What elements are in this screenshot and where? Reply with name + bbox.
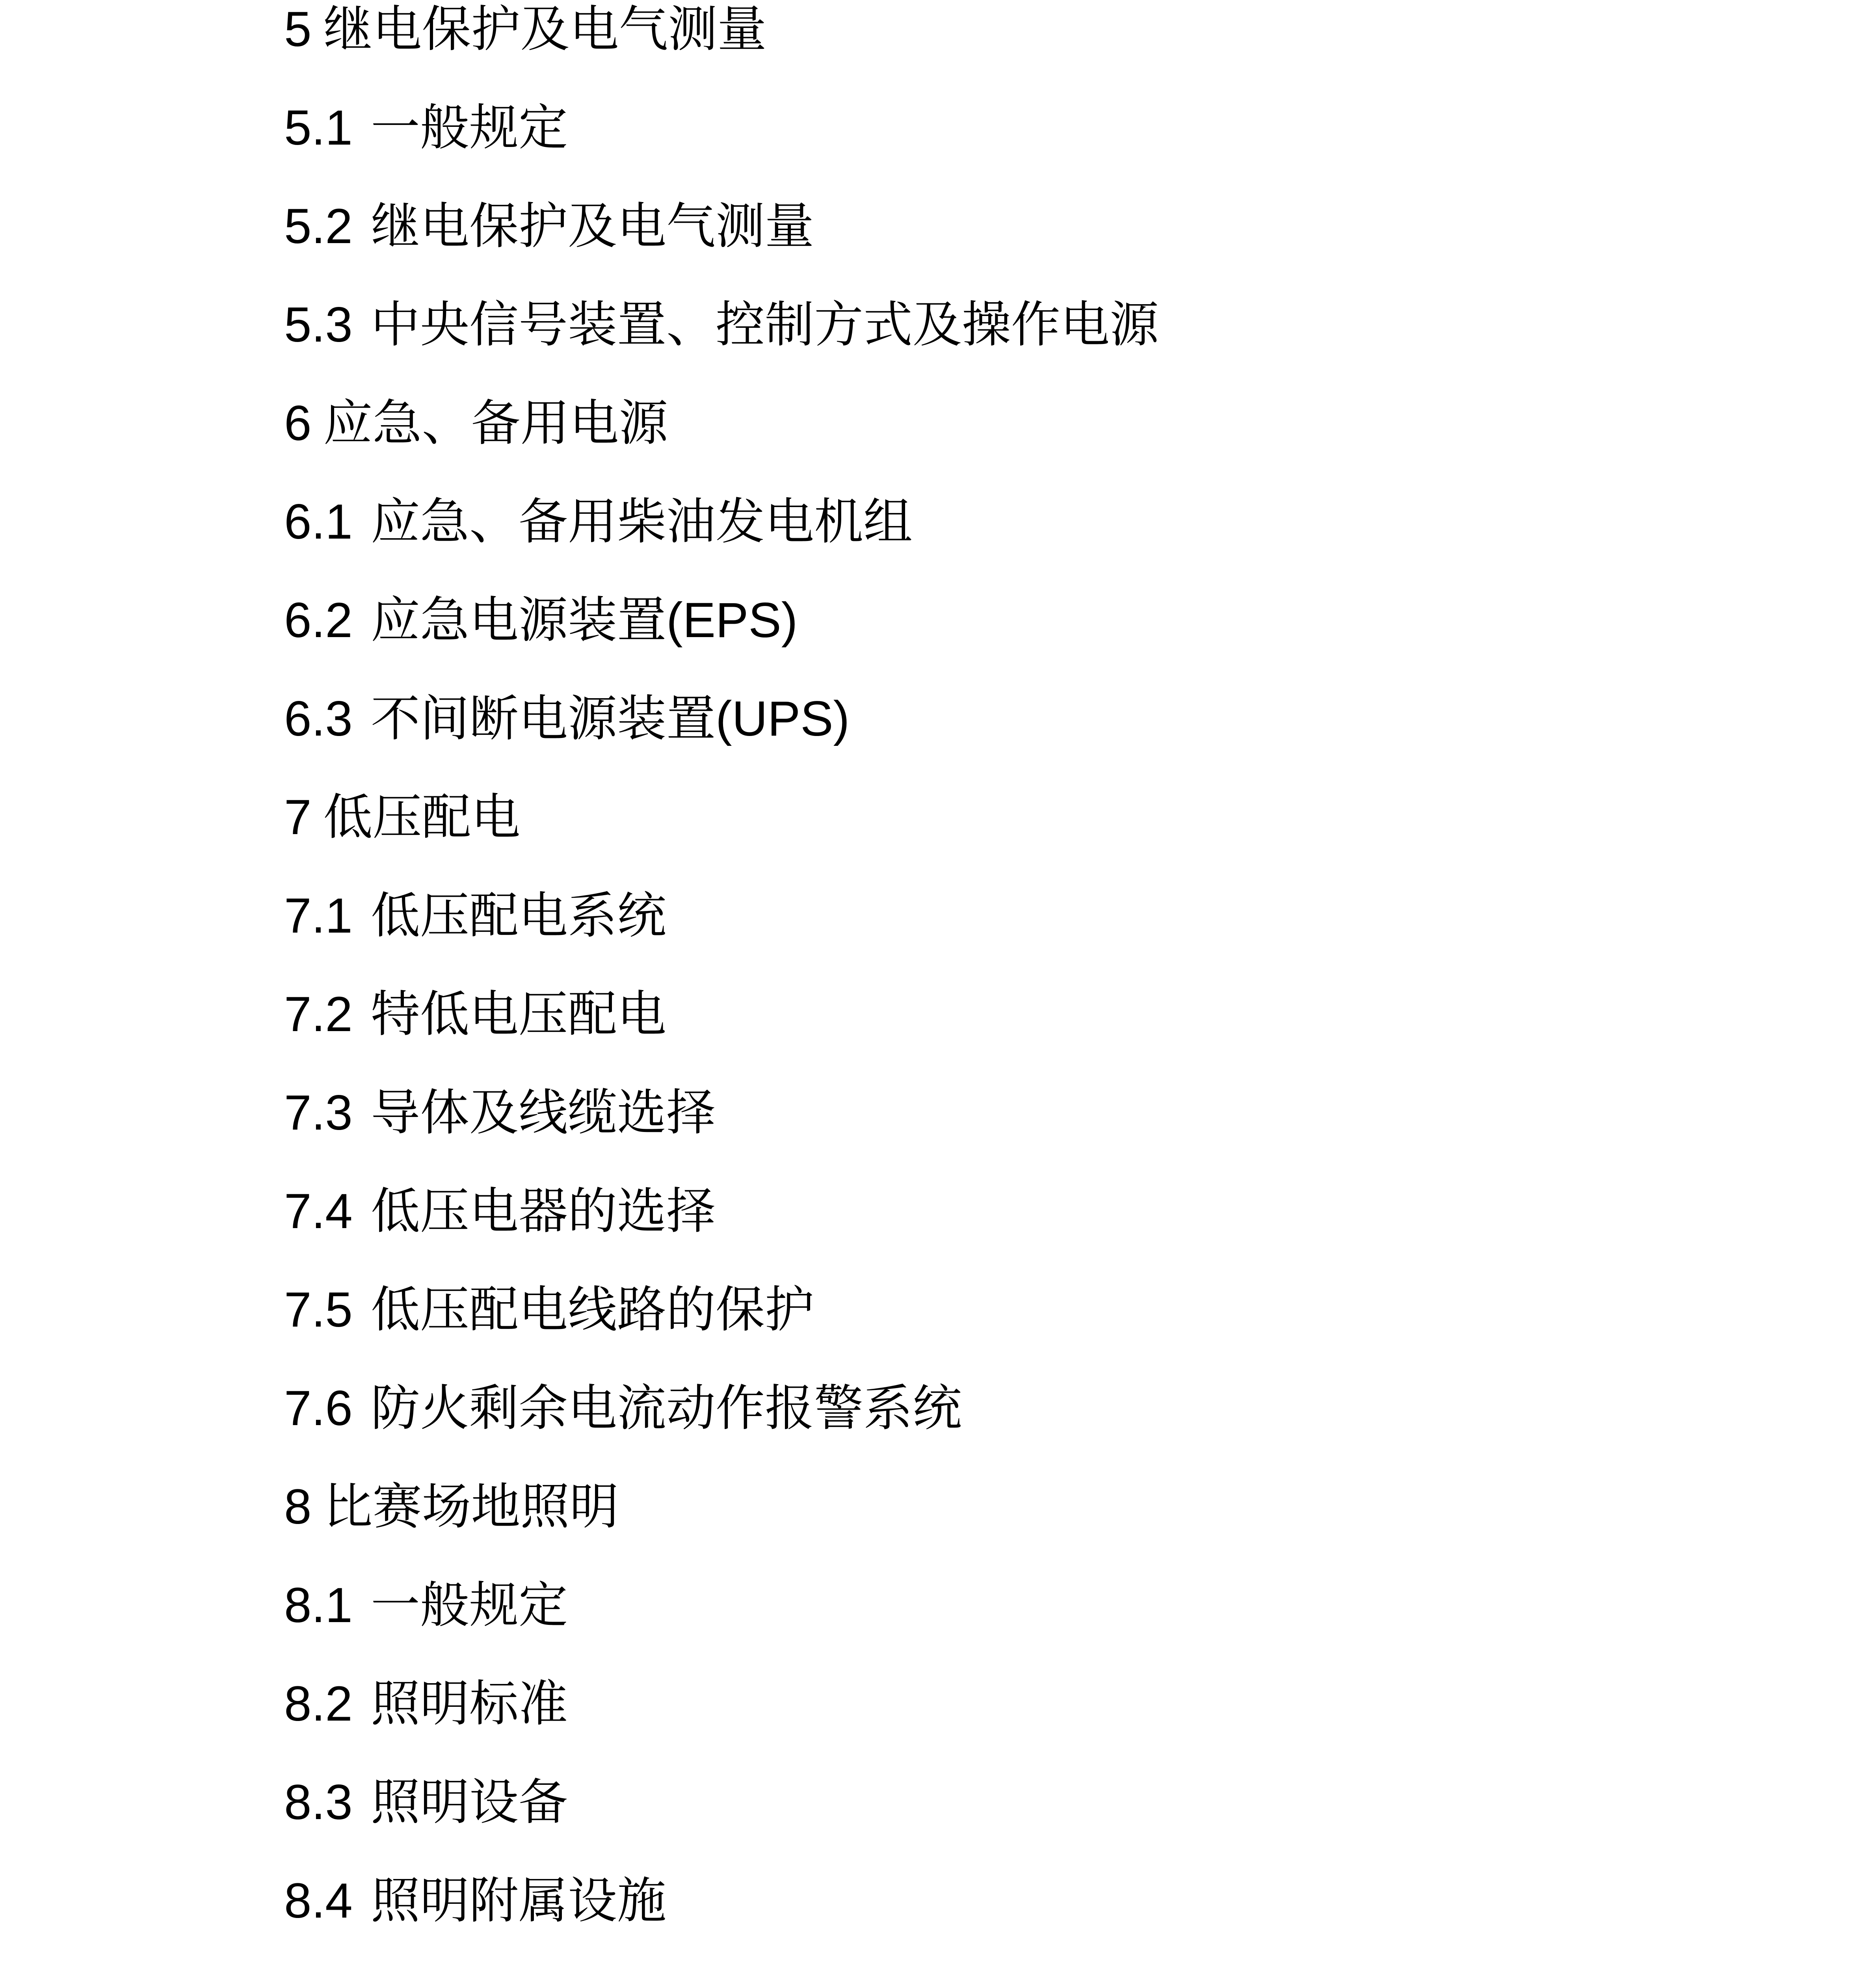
toc-chapter-7	[284, 788, 1781, 886]
toc-title: 一般规定	[371, 100, 568, 155]
toc-number: 8	[284, 1479, 312, 1534]
toc-title: 照明附属设施	[371, 1873, 666, 1928]
toc-number: 6	[284, 396, 312, 451]
toc-title: 特低电压配电	[371, 987, 666, 1042]
toc-number: 7.2	[284, 987, 353, 1042]
toc-section-7-3	[284, 1084, 1781, 1182]
toc-section-8-2	[284, 1674, 1781, 1773]
toc-number: 6.3	[284, 691, 353, 746]
toc-section-5-1	[284, 98, 1781, 197]
toc-section-6-3	[284, 690, 1781, 788]
toc-title: 照明标准	[371, 1676, 568, 1731]
toc-title: 继电保护及电气测量	[323, 2, 767, 57]
toc-number: 7.4	[284, 1184, 353, 1239]
toc-number: 5.3	[284, 297, 353, 352]
toc-title: 低压配电	[323, 790, 521, 845]
toc-title: 防火剩余电流动作报警系统	[371, 1381, 962, 1436]
toc-number: 6.2	[284, 593, 353, 648]
toc-number: 8.1	[284, 1578, 353, 1633]
toc-section-7-5	[284, 1280, 1781, 1379]
toc-number: 7.6	[284, 1381, 353, 1436]
toc-section-6-2	[284, 591, 1781, 690]
toc-section-8-3	[284, 1773, 1781, 1872]
toc-number: 8.3	[284, 1775, 353, 1830]
table-of-contents	[284, 0, 1781, 1970]
toc-number: 7.5	[284, 1282, 353, 1337]
toc-section-7-4	[284, 1182, 1781, 1280]
toc-section-5-3	[284, 296, 1781, 394]
toc-title: 应急、备用电源	[323, 396, 668, 451]
toc-title: 不间断电源装置(UPS)	[371, 691, 850, 746]
toc-title: 应急电源装置(EPS)	[371, 593, 798, 648]
toc-title: 中央信号装置、控制方式及操作电源	[371, 297, 1159, 352]
toc-number: 6.1	[284, 494, 353, 549]
toc-number: 8.4	[284, 1873, 353, 1928]
toc-title: 低压配电线路的保护	[371, 1282, 814, 1337]
toc-title: 一般规定	[371, 1578, 568, 1633]
toc-chapter-5	[284, 0, 1781, 98]
toc-number: 5	[284, 2, 312, 57]
toc-chapter-6	[284, 394, 1781, 492]
toc-title: 比赛场地照明	[323, 1479, 619, 1534]
toc-section-6-1	[284, 492, 1781, 591]
toc-number: 5.1	[284, 100, 353, 155]
toc-title: 低压配电系统	[371, 888, 666, 943]
toc-section-7-6	[284, 1379, 1781, 1478]
toc-section-7-2	[284, 985, 1781, 1084]
toc-number: 8.2	[284, 1676, 353, 1731]
toc-section-7-1	[284, 886, 1781, 985]
toc-number: 7.3	[284, 1085, 353, 1140]
toc-number: 7	[284, 790, 312, 845]
toc-title: 照明设备	[371, 1775, 568, 1830]
toc-section-5-2	[284, 197, 1781, 296]
toc-section-8-1	[284, 1576, 1781, 1674]
toc-title: 低压电器的选择	[371, 1184, 716, 1239]
toc-section-8-4	[284, 1872, 1781, 1970]
toc-number: 5.2	[284, 199, 353, 254]
toc-chapter-8	[284, 1478, 1781, 1576]
toc-number: 7.1	[284, 888, 353, 943]
toc-title: 导体及线缆选择	[371, 1085, 716, 1140]
toc-title: 继电保护及电气测量	[371, 199, 814, 254]
toc-title: 应急、备用柴油发电机组	[371, 494, 913, 549]
